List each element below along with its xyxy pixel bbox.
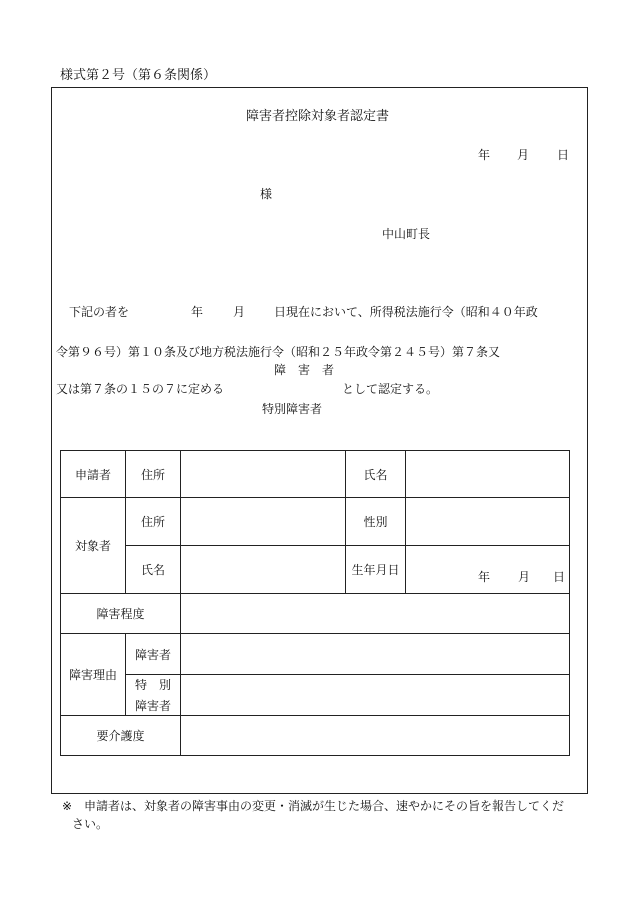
certification-table: [60, 450, 570, 756]
body-line1-year: 年: [191, 305, 204, 319]
date-year: 年: [478, 148, 491, 162]
reason-special-line1: 特 別: [134, 678, 171, 692]
dob-year: 年: [478, 570, 491, 584]
addressee-suffix: 様: [260, 187, 273, 201]
care-level-value: [181, 716, 570, 756]
applicant-address-label: 住所: [126, 451, 181, 498]
body-line1-start: 下記の者を: [69, 305, 130, 319]
subject-sex-label: 性別: [346, 498, 406, 546]
degree-value: [181, 594, 570, 634]
form-label: 様式第２号（第６条関係）: [60, 68, 217, 83]
date-month: 月: [517, 148, 530, 162]
body-line3-start: 又は第７条の１５の７に定める: [56, 382, 225, 396]
subject-name-value: [181, 546, 346, 594]
applicant-name-label: 氏名: [346, 451, 406, 498]
body-line3-end: として認定する。: [342, 382, 439, 396]
reason-label: 障害理由: [61, 634, 126, 716]
body-line1-rest: 日現在において、所得税法施行令（昭和４０年政: [274, 305, 538, 319]
reason-special-label: [126, 675, 181, 716]
body-line2: 令第９６号）第１０条及び地方税法施行令（昭和２５年政令第２４５号）第７条又: [56, 345, 501, 359]
applicant-address-value: [181, 451, 346, 498]
subject-address-value: [181, 498, 346, 546]
applicant-label: 申請者: [61, 451, 126, 498]
subject-label: 対象者: [61, 498, 126, 594]
dob-month: 月: [518, 570, 531, 584]
reason-disabled-label: 障害者: [126, 634, 181, 675]
option-special-disabled: 特別障害者: [262, 402, 323, 416]
care-level-label: 要介護度: [61, 716, 181, 756]
option-disabled: 障 害 者: [274, 363, 335, 377]
reason-special-value: [181, 675, 570, 716]
degree-label: 障害程度: [61, 594, 181, 634]
footnote-line2: さい。: [72, 817, 109, 831]
subject-sex-value: [406, 498, 570, 546]
subject-address-label: 住所: [126, 498, 181, 546]
reason-special-line2: 障害者: [134, 699, 171, 713]
subject-dob-label: 生年月日: [346, 546, 406, 594]
reason-disabled-value: [181, 634, 570, 675]
footnote-line1: 申請者は、対象者の障害事由の変更・消滅が生じた場合、速やかにその旨を報告してくだ: [84, 799, 565, 813]
applicant-name-value: [406, 451, 570, 498]
subject-name-label: 氏名: [126, 546, 181, 594]
dob-day: 日: [553, 570, 566, 584]
date-day: 日: [557, 148, 570, 162]
body-line1-month: 月: [233, 305, 246, 319]
issuer: 中山町長: [382, 227, 431, 241]
document-title: 障害者控除対象者認定書: [246, 109, 390, 124]
footnote-mark: ※: [62, 799, 73, 813]
subject-dob-value: [406, 546, 570, 594]
